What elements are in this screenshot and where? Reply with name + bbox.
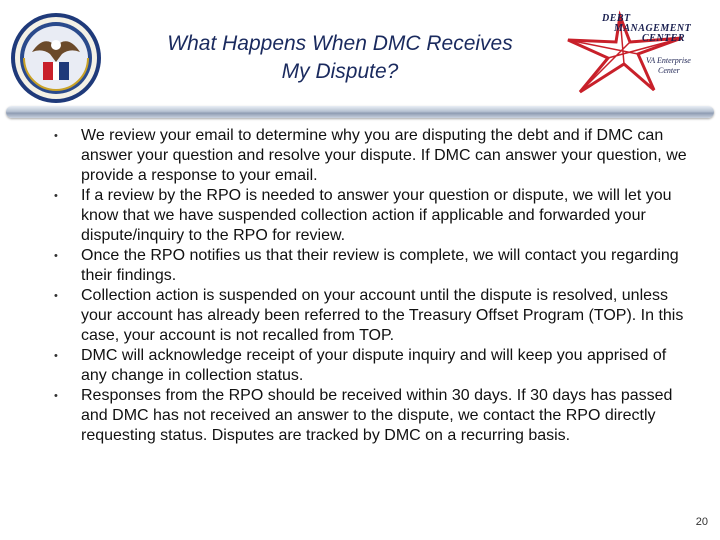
bullet-icon: • [54,130,58,142]
title-divider-bar [6,106,714,118]
bullet-icon: • [54,390,58,402]
bullet-item [54,246,690,286]
bullet-text: If a review by the RPO is needed to answer your question or dispute, we will let you know that we have suspended collection action if applicable and forwarded your dispute/inquiry to the RPO for review. [81,187,672,244]
bullet-list [54,126,690,446]
slide-title-line-2: My Dispute? [281,60,399,83]
dmc-logo-line-3: CENTER [642,33,686,44]
bullet-text: Collection action is suspended on your account until the dispute is resolved, unless your account has already been referred to the Treasury Offset Program (TOP). In this case, your account is not recalled from TOP. [81,287,684,344]
bullet-text: Once the RPO notifies us that their review is complete, we will contact you regarding their findings. [81,247,679,284]
bullet-item [54,286,690,346]
bullet-icon: • [54,290,58,302]
bullet-text: Responses from the RPO should be received within 30 days. If 30 days has passed and DMC has not received an answer to the dispute, we contact the RPO directly requesting status. Disputes are tracked by DMC on a recurring basis. [81,387,673,444]
bullet-item [54,126,690,186]
bullet-text: We review your email to determine why you are disputing the debt and if DMC can answer your question and resolve your dispute. If DMC can answer your question, we provide a response to your email. [81,127,687,184]
dmc-logo [562,8,702,96]
bullet-item [54,386,690,446]
slide-title [110,30,570,86]
bullet-icon: • [54,350,58,362]
dmc-logo-sub-1: VA Enterprise [646,56,691,65]
bullet-text: DMC will acknowledge receipt of your dispute inquiry and will keep you apprised of any change in collection status. [81,347,667,384]
dmc-logo-sub-2: Center [658,66,680,75]
slide-title-line-1: What Happens When DMC Receives [167,32,513,55]
dmc-logo-line-2: MANAGEMENT [614,23,692,34]
dmc-logo-line-1: DEBT [602,13,631,24]
bullet-icon: • [54,190,58,202]
bullet-item [54,346,690,386]
va-seal-icon [10,12,102,104]
bullet-item [54,186,690,246]
page-number: 20 [695,516,708,528]
dmc-star-icon [562,8,702,96]
bullet-icon: • [54,250,58,262]
